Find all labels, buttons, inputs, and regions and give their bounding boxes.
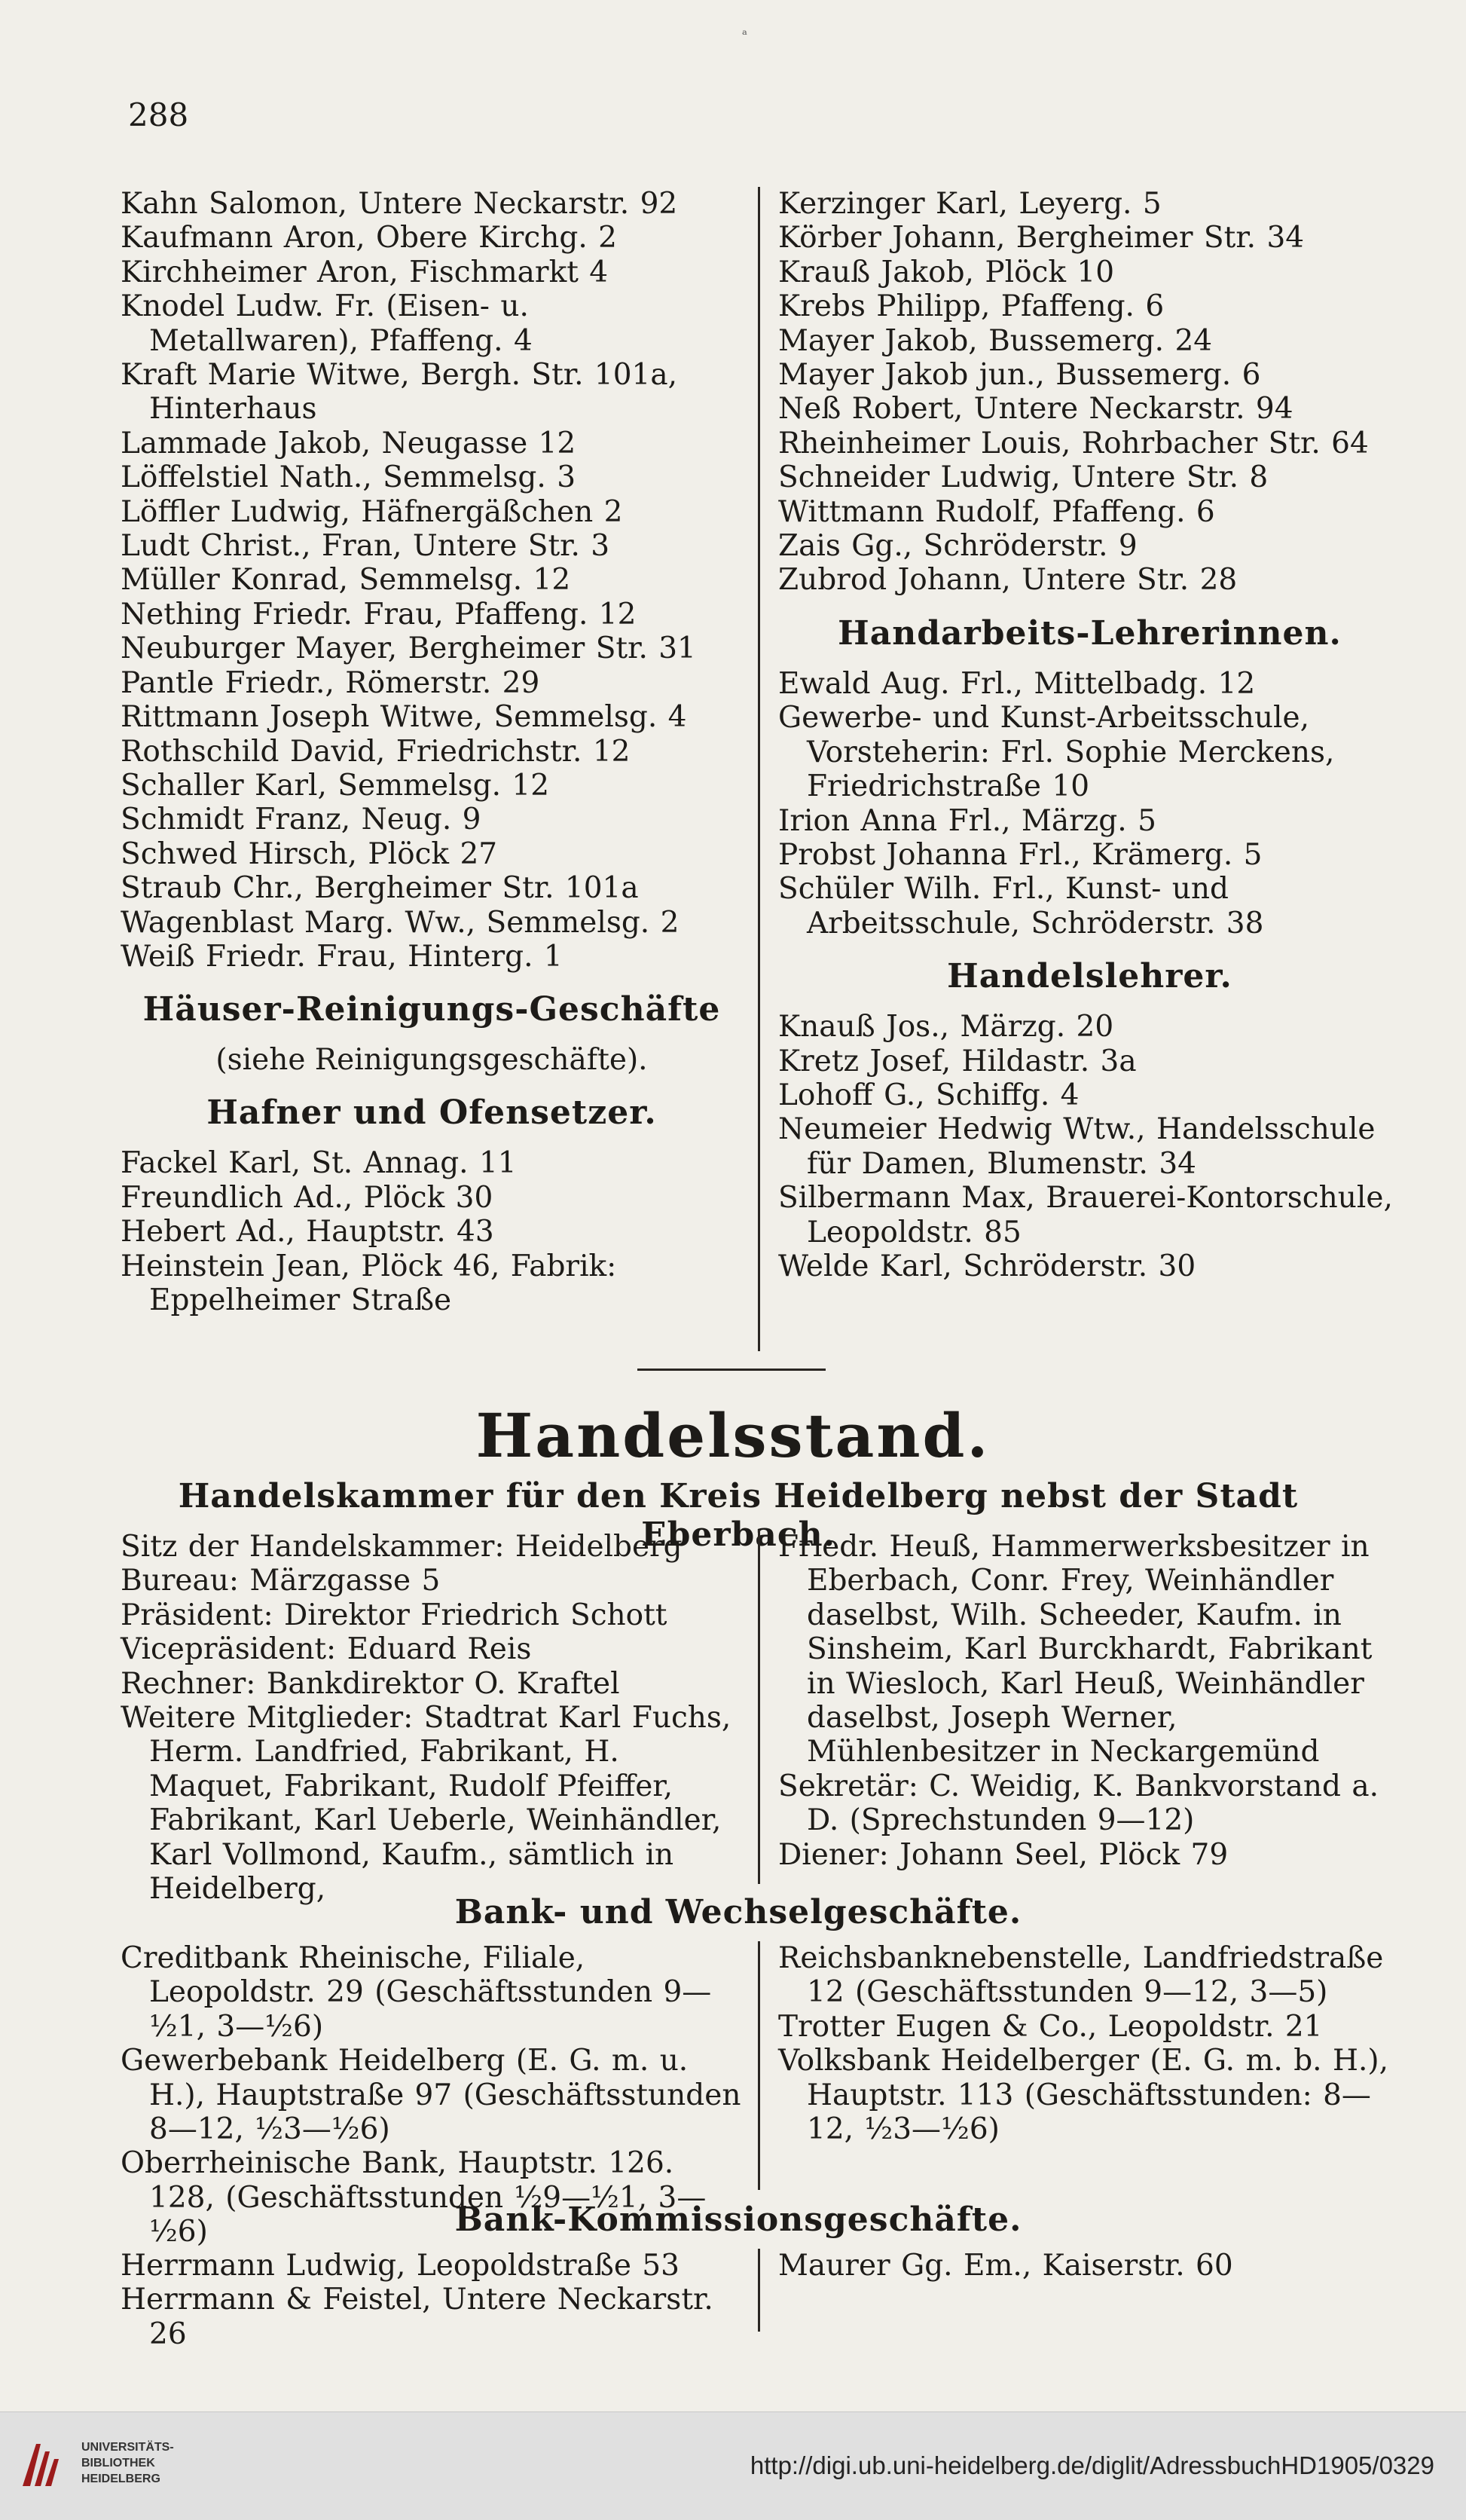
upper-columns: [121, 187, 1401, 1351]
list-item: Rechner: Bankdirektor O. Kraftel: [121, 1666, 620, 1701]
list-item: Herrmann & Feistel, Untere Neckarstr. 26: [121, 2283, 713, 2351]
list-item: Lohoff G., Schiffg. 4: [778, 1078, 1080, 1112]
list-item: Weiß Friedr. Frau, Hinterg. 1: [121, 939, 563, 974]
list-item: Friedr. Heuß, Hammerwerksbesitzer in Eberbach, Conr. Frey, Weinhändler daselbst, Wilh. Scheeder, Kaufm. in Sinsheim, Karl Burckhardt, Fabrikant in Wiesloch, Karl Heuß, Weinhändler daselbst, Joseph Werner, Mühlenbesitzer in Neckargemünd: [778, 1530, 1373, 1769]
list-item: Zais Gg., Schröderstr. 9: [778, 529, 1138, 564]
list-item: Gewerbebank Heidelberg (E. G. m. u. H.), Hauptstraße 97 (Geschäftsstunden 8—12, ½3—½6): [121, 2044, 741, 2147]
list-item: Sitz der Handelskammer: Heidelberg: [121, 1530, 683, 1564]
section-heading-handelslehrer: Handelslehrer.: [947, 957, 1232, 996]
list-item: Rheinheimer Louis, Rohrbacher Str. 64: [778, 426, 1369, 460]
list-item: Zubrod Johann, Untere Str. 28: [778, 563, 1238, 598]
kommission-right-column: [758, 2249, 1401, 2332]
list-item: Neß Robert, Untere Neckarstr. 94: [778, 392, 1293, 427]
list-item: Sekretär: C. Weidig, K. Bankvorstand a. D. (Sprechstunden 9—12): [778, 1769, 1379, 1838]
list-item: Präsident: Direktor Friedrich Schott: [121, 1598, 667, 1632]
list-item: Volksbank Heidelberger (E. G. m. b. H.), Hauptstr. 113 (Geschäftsstunden: 8—12, ½3—½6): [778, 2044, 1388, 2147]
list-item: Schneider Ludwig, Untere Str. 8: [778, 460, 1269, 495]
footer-bar: [0, 2411, 1466, 2520]
list-item: Gewerbe- und Kunst-Arbeitsschule, Vorsteherin: Frl. Sophie Merckens, Friedrichstraße 10: [778, 701, 1335, 804]
list-item: Mayer Jakob jun., Bussemerg. 6: [778, 358, 1261, 393]
list-item: Krauß Jakob, Plöck 10: [778, 255, 1115, 289]
list-item: Herrmann Ludwig, Leopoldstraße 53: [121, 2249, 680, 2283]
list-item: Straub Chr., Bergheimer Str. 101a: [121, 871, 639, 906]
list-item: Bureau: Märzgasse 5: [121, 1564, 441, 1598]
list-item: Kirchheimer Aron, Fischmarkt 4: [121, 255, 609, 289]
list-item: Rittmann Joseph Witwe, Semmelsg. 4: [121, 700, 687, 735]
list-item: Körber Johann, Bergheimer Str. 34: [778, 221, 1305, 255]
list-item: Kraft Marie Witwe, Bergh. Str. 101a, Hinterhaus: [121, 358, 678, 427]
list-item: Wagenblast Marg. Ww., Semmelsg. 2: [121, 905, 680, 940]
list-item: Kerzinger Karl, Leyerg. 5: [778, 187, 1162, 221]
list-item: Diener: Johann Seel, Plöck 79: [778, 1837, 1229, 1872]
list-item: Welde Karl, Schröderstr. 30: [778, 1249, 1196, 1283]
list-item: Heinstein Jean, Plöck 46, Fabrik: Eppelheimer Straße: [121, 1249, 617, 1317]
handarbeit-list: [778, 667, 1401, 940]
list-item: Lammade Jakob, Neugasse 12: [121, 426, 576, 460]
page-subtitle: Handelskammer für den Kreis Heidelberg nebst der Stadt Eberbach.: [178, 1477, 1299, 1554]
list-item: Knodel Ludw. Fr. (Eisen- u. Metallwaren), Pfaffeng. 4: [121, 289, 533, 358]
library-name-line: BIBLIOTHEK: [81, 2457, 155, 2470]
bank-right-column: [758, 1941, 1401, 2190]
list-item: Schüler Wilh. Frl., Kunst- und Arbeitsschule, Schröderstr. 38: [778, 872, 1264, 940]
list-item: Fackel Karl, St. Annag. 11: [121, 1146, 517, 1181]
list-item: Schwed Hirsch, Plöck 27: [121, 836, 498, 871]
library-name-line: HEIDELBERG: [81, 2473, 160, 2485]
directory-list-right: [778, 187, 1401, 598]
list-item: Wittmann Rudolf, Pfaffeng. 6: [778, 494, 1215, 529]
list-item: Ludt Christ., Fran, Untere Str. 3: [121, 529, 610, 564]
upper-right-column: [758, 187, 1401, 1351]
hafner-list: [121, 1146, 743, 1317]
section-note-haeuser: (siehe Reinigungsgeschäfte).: [215, 1043, 648, 1078]
kommission-columns: [121, 2249, 1401, 2351]
handelslehrer-list: [778, 1010, 1401, 1283]
list-item: Krebs Philipp, Pfaffeng. 6: [778, 289, 1165, 324]
list-item: Creditbank Rheinische, Filiale, Leopoldstr. 29 (Geschäftsstunden 9—½1, 3—½6): [121, 1941, 712, 2044]
list-item: Ewald Aug. Frl., Mittelbadg. 12: [778, 666, 1256, 701]
list-item: Kretz Josef, Hildastr. 3a: [778, 1044, 1137, 1078]
section-heading-kommission: Bank-Kommissionsgeschäfte.: [454, 2200, 1022, 2239]
directory-list-left: [121, 187, 743, 974]
handelskammer-left-column: [121, 1530, 758, 1907]
handelskammer-right-column: [758, 1530, 1401, 1884]
list-item: Reichsbanknebenstelle, Landfriedstraße 12 (Geschäftsstunden 9—12, 3—5): [778, 1941, 1384, 2010]
list-item: Schmidt Franz, Neug. 9: [121, 803, 481, 837]
list-item: Freundlich Ad., Plöck 30: [121, 1180, 493, 1215]
section-heading-handarbeit: Handarbeits-Lehrerinnen.: [838, 613, 1342, 653]
list-item: Silbermann Max, Brauerei-Kontorschule, Leopoldstr. 85: [778, 1181, 1393, 1249]
list-item: Neuburger Mayer, Bergheimer Str. 31: [121, 632, 696, 666]
list-item: Kaufmann Aron, Obere Kirchg. 2: [121, 221, 617, 255]
section-divider: [637, 1369, 826, 1371]
library-name-line: UNIVERSITÄTS-: [81, 2441, 174, 2454]
library-logo-icon: [15, 2433, 68, 2494]
list-item: Nething Friedr. Frau, Pfaffeng. 12: [121, 597, 637, 632]
source-url-link[interactable]: http://digi.ub.uni-heidelberg.de/diglit/AdressbuchHD1905/0329: [750, 2451, 1434, 2479]
page-number: 288: [128, 96, 189, 133]
page-title: Handelsstand.: [475, 1400, 991, 1471]
list-item: Maurer Gg. Em., Kaiserstr. 60: [778, 2249, 1233, 2283]
list-item: Oberrheinische Bank, Hauptstr. 126. 128, (Geschäftsstunden ½9—½1, 3—½6): [121, 2146, 707, 2249]
list-item: Schaller Karl, Semmelsg. 12: [121, 768, 550, 803]
top-mark: ᵃ: [742, 27, 747, 43]
list-item: Neumeier Hedwig Wtw., Handelsschule für Damen, Blumenstr. 34: [778, 1112, 1376, 1181]
list-item: Pantle Friedr., Römerstr. 29: [121, 665, 540, 700]
list-item: Weitere Mitglieder: Stadtrat Karl Fuchs, Herm. Landfried, Fabrikant, H. Maquet, Fabrikant, Rudolf Pfeiffer, Fabrikant, Karl Ueberle, Weinhändler, Karl Vollmond, Kaufm., sämtlich in Heidelberg,: [121, 1701, 731, 1907]
kommission-left-column: [121, 2249, 758, 2351]
list-item: Irion Anna Frl., Märzg. 5: [778, 803, 1156, 838]
list-item: Knauß Jos., Märzg. 20: [778, 1010, 1114, 1044]
handelskammer-columns: [121, 1530, 1401, 1907]
section-heading-hafner: Hafner und Ofensetzer.: [206, 1093, 657, 1133]
library-name: [81, 2439, 174, 2487]
section-heading-haeuser: Häuser-Reinigungs-Geschäfte: [142, 990, 721, 1029]
section-heading-bank: Bank- und Wechselgeschäfte.: [454, 1893, 1022, 1931]
list-item: Löffelstiel Nath., Semmelsg. 3: [121, 460, 576, 495]
list-item: Rothschild David, Friedrichstr. 12: [121, 734, 631, 769]
list-item: Trotter Eugen & Co., Leopoldstr. 21: [778, 2009, 1323, 2044]
upper-left-column: [121, 187, 758, 1351]
list-item: Hebert Ad., Hauptstr. 43: [121, 1215, 494, 1249]
list-item: Kahn Salomon, Untere Neckarstr. 92: [121, 187, 678, 221]
list-item: Vicepräsident: Eduard Reis: [121, 1632, 532, 1667]
list-item: Mayer Jakob, Bussemerg. 24: [778, 323, 1213, 358]
list-item: Probst Johanna Frl., Krämerg. 5: [778, 837, 1263, 872]
list-item: Müller Konrad, Semmelsg. 12: [121, 563, 571, 598]
list-item: Löffler Ludwig, Häfnergäßchen 2: [121, 494, 623, 529]
